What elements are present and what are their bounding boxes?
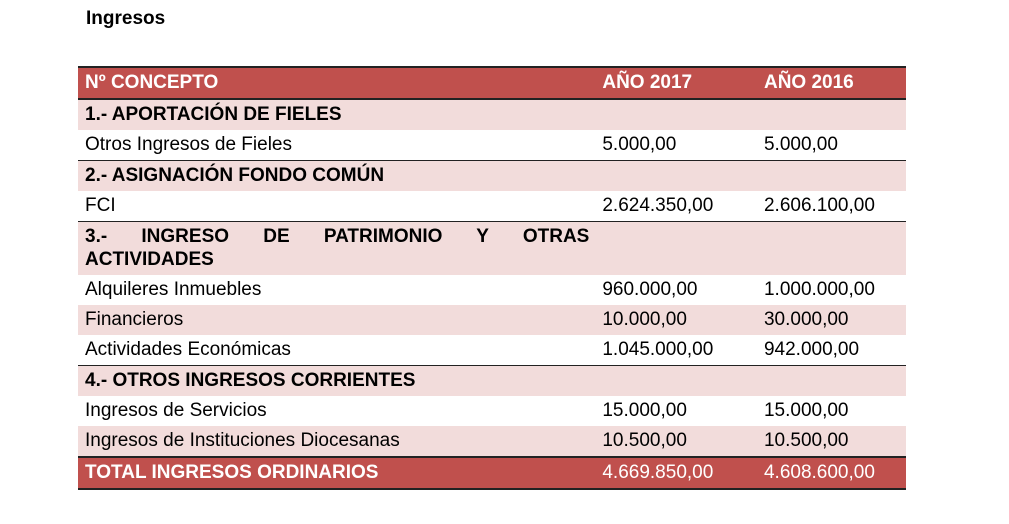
header-year-2016: AÑO 2016 (757, 67, 906, 99)
row-concept: Financieros (78, 305, 595, 335)
table-row (78, 191, 906, 222)
section-row (78, 161, 906, 192)
section-label: 1.- APORTACIÓN DE FIELES (78, 99, 595, 130)
row-concept: Otros Ingresos de Fieles (78, 130, 595, 161)
table-header-row (78, 67, 906, 99)
row-value-2017: 1.045.000,00 (595, 335, 757, 366)
row-concept: Ingresos de Servicios (78, 396, 595, 426)
row-value-2017: 15.000,00 (595, 396, 757, 426)
row-value-2016: 30.000,00 (757, 305, 906, 335)
section-row (78, 99, 906, 130)
row-value-2017: 960.000,00 (595, 275, 757, 305)
row-value-2016: 15.000,00 (757, 396, 906, 426)
row-value-2016: 942.000,00 (757, 335, 906, 366)
row-value-2016: 2.606.100,00 (757, 191, 906, 222)
total-row (78, 457, 906, 489)
total-label: TOTAL INGRESOS ORDINARIOS (78, 457, 595, 489)
page-title: Ingresos (86, 8, 166, 29)
table-row (78, 335, 906, 366)
row-value-2016: 5.000,00 (757, 130, 906, 161)
table-row (78, 305, 906, 335)
row-concept: Ingresos de Instituciones Diocesanas (78, 426, 595, 457)
row-value-2016: 10.500,00 (757, 426, 906, 457)
table-row (78, 275, 906, 305)
header-concept: Nº CONCEPTO (78, 67, 595, 99)
income-table (78, 66, 906, 490)
header-year-2017: AÑO 2017 (595, 67, 757, 99)
table-row (78, 396, 906, 426)
table-row (78, 426, 906, 457)
section-label: 4.- OTROS INGRESOS CORRIENTES (78, 366, 595, 397)
row-value-2017: 10.000,00 (595, 305, 757, 335)
row-value-2017: 2.624.350,00 (595, 191, 757, 222)
section-label: 2.- ASIGNACIÓN FONDO COMÚN (78, 161, 595, 192)
section-label: 3.- INGRESO DE PATRIMONIO Y OTRAS ACTIVIDADES (78, 222, 595, 276)
row-value-2017: 10.500,00 (595, 426, 757, 457)
row-concept: Alquileres Inmuebles (78, 275, 595, 305)
row-concept: Actividades Económicas (78, 335, 595, 366)
row-value-2016: 1.000.000,00 (757, 275, 906, 305)
table-row (78, 130, 906, 161)
total-value-2017: 4.669.850,00 (595, 457, 757, 489)
row-concept: FCI (78, 191, 595, 222)
total-value-2016: 4.608.600,00 (757, 457, 906, 489)
row-value-2017: 5.000,00 (595, 130, 757, 161)
section-row (78, 366, 906, 397)
section-row (78, 222, 906, 276)
